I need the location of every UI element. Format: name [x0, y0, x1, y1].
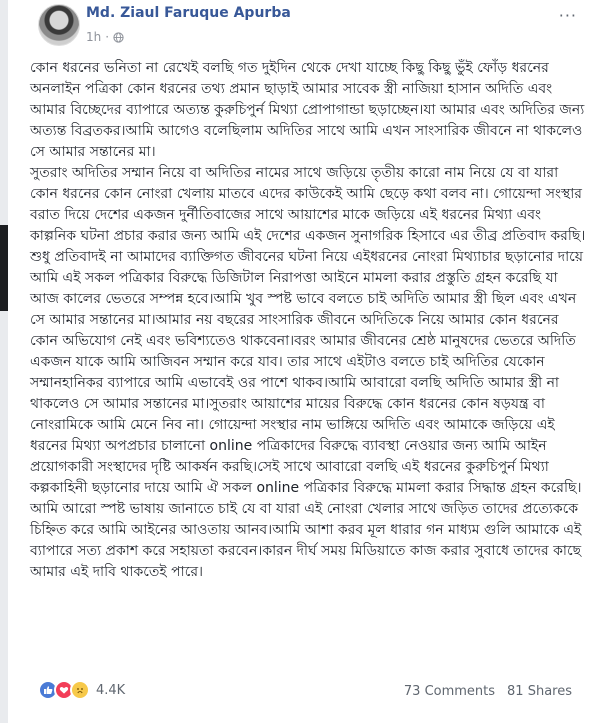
avatar[interactable] — [38, 4, 80, 46]
sad-icon — [70, 680, 90, 700]
comments-count-link[interactable]: 73 Comments — [403, 684, 496, 699]
page-gutter — [0, 0, 8, 723]
globe-icon[interactable] — [113, 32, 124, 43]
post-footer — [38, 680, 578, 710]
post-timestamp[interactable]: 1h — [86, 30, 102, 44]
post-paragraph-1: কোন ধরনের ভনিতা না রেখেই বলছি গত দুইদিন থেকে দেখা যাচ্ছে কিছু কিছু ভুঁই ফোঁড় ধরনের অনলাইন পত্রিকা কোন ধরনের তথ্য প্রমান ছাড়াই আমার সাবেক স্ত্রী নাজিয়া হাসান অদিতি এবং আমার বিচ্ছেদের ব্যাপারে অত্যন্ত কুরুচিপুর্ন মিথ্যা প্রোপাগান্ডা ছড়াচ্ছেন।যা আমার এবং অদিতির জন্য অত্যন্ত বিব্রতকর।আমি আগেও বলেছিলাম অদিতির সাথে আমি এখন সাংসারিক জীবনে না থাকলেও সে আমার সন্তানের মা। — [30, 60, 585, 160]
post-paragraph-2: সুতরাং অদিতির সম্মান নিয়ে বা অদিতির নামের সাথে জড়িয়ে তৃতীয় কারো নাম নিয়ে যে বা যারা কোন ধরনের কোন নোংরা খেলায় মাতবে এদের কাউকেই আমি ছেড়ে কথা বলব না। গোয়েন্দা সংস্থার বরাত দিয়ে দেশের একজন দুর্নীতিবাজের সাথে আয়াশের মাকে জড়িয়ে এই ধরনের মিথ্যা এবং কাল্পনিক ঘটনা প্রচার করার জন্য আমি এই দেশের একজন সুনাগরিক হিসাবে এর তীব্র প্রতিবাদ করছি।শুধু প্রতিবাদই না আমাদের ব্যাক্তিগত জীবনের ঘটনা নিয়ে এইধরনের নোংরা মিথ্যাচার ছড়ানোর দায়ে আমি এই সকল পত্রিকার বিরুদ্ধে ডিজিটাল নিরাপত্তা আইনে মামলা করার প্রস্তুতি গ্রহন করেছি যা আজ কালের ভেতরে সম্পন্ন হবে।আমি খুব স্পষ্ট ভাবে বলতে চাই অদিতি আমার স্ত্রী ছিল এবং এখন সে আমার সন্তানের মা।আমার নয় বছরের সাংসারিক জীবনে অদিতিকে নিয়ে আমার কোন ধরনের কোন অভিযোগ নেই এবং ভবিশ্যতেও থাকবেনা।বরং আমার জীবনের শ্রেষ্ঠ মানুষদের ভেতরে অদিতি একজন যাকে আমি আজিবন সম্মান করে যাব। তার সাথে এইটাও বলতে চাই অদিতির যেকোন সম্মানহানিকর ব্যাপারে আমি এভাবেই ওর পাশে থাকব।আমি আবারো বলছি অদিতি আমার স্ত্রী না থাকলেও সে আমার সন্তানের মা।সুতরাং আয়াশের মায়ের বিরুদ্ধে কোন ধরনের কোন ষড়যন্ত্র বা নোংরামিকে আমি মেনে নিব না। গোয়েন্দা সংস্থার নাম ভাঙ্গিয়ে অদিতি এবং আমাকে জড়িয়ে এই ধরনের মিথ্যা অপপ্রচার চালানো online পত্রিকাদের বিরুদ্ধে ব্যাবস্থা নেওয়ার জন্য আমি আইন প্রয়োগকারী সংস্থাদের দৃষ্টি আকর্ষন করছি।সেই সাথে আবারো বলছি এই ধরনের কুরুচিপুর্ন মিথ্যা কল্পকাহিনী ছড়ানোর দায়ে আমি ঐ সকল online পত্রিকার বিরুদ্ধে মামলা করার সিদ্ধান্ত গ্রহন করেছি। আমি আরো স্পষ্ট ভাষায় জানাতে চাই যে বা যারা এই নোংরা খেলার সাথে জড়িত তাদের প্রত্যেককে চিহ্নিত করে আমি আইনের আওতায় আনব।আমি আশা করব মূল ধারার গন মাধ্যম গুলি আমাকে এই ব্যাপারে সত্য প্রকাশ করে সহায়তা করবেন।কারন দীর্ঘ সময় মিডিয়াতে কাজ করার সুবাধে তাদের কাছে আমার এই দাবি থাকতেই পারে। — [30, 165, 586, 580]
post-meta: 1h · — [86, 30, 124, 44]
reaction-count[interactable]: 4.4K — [96, 682, 126, 698]
shares-count-link[interactable]: 81 Shares — [507, 684, 572, 699]
post-card — [8, 0, 591, 723]
author-name[interactable]: Md. Ziaul Faruque Apurba — [86, 5, 291, 21]
gutter-marker — [0, 225, 8, 311]
more-options-button[interactable]: ··· — [558, 6, 577, 25]
reactions-summary[interactable] — [38, 680, 125, 700]
engagement-counts — [404, 684, 572, 699]
post-body — [30, 58, 586, 583]
